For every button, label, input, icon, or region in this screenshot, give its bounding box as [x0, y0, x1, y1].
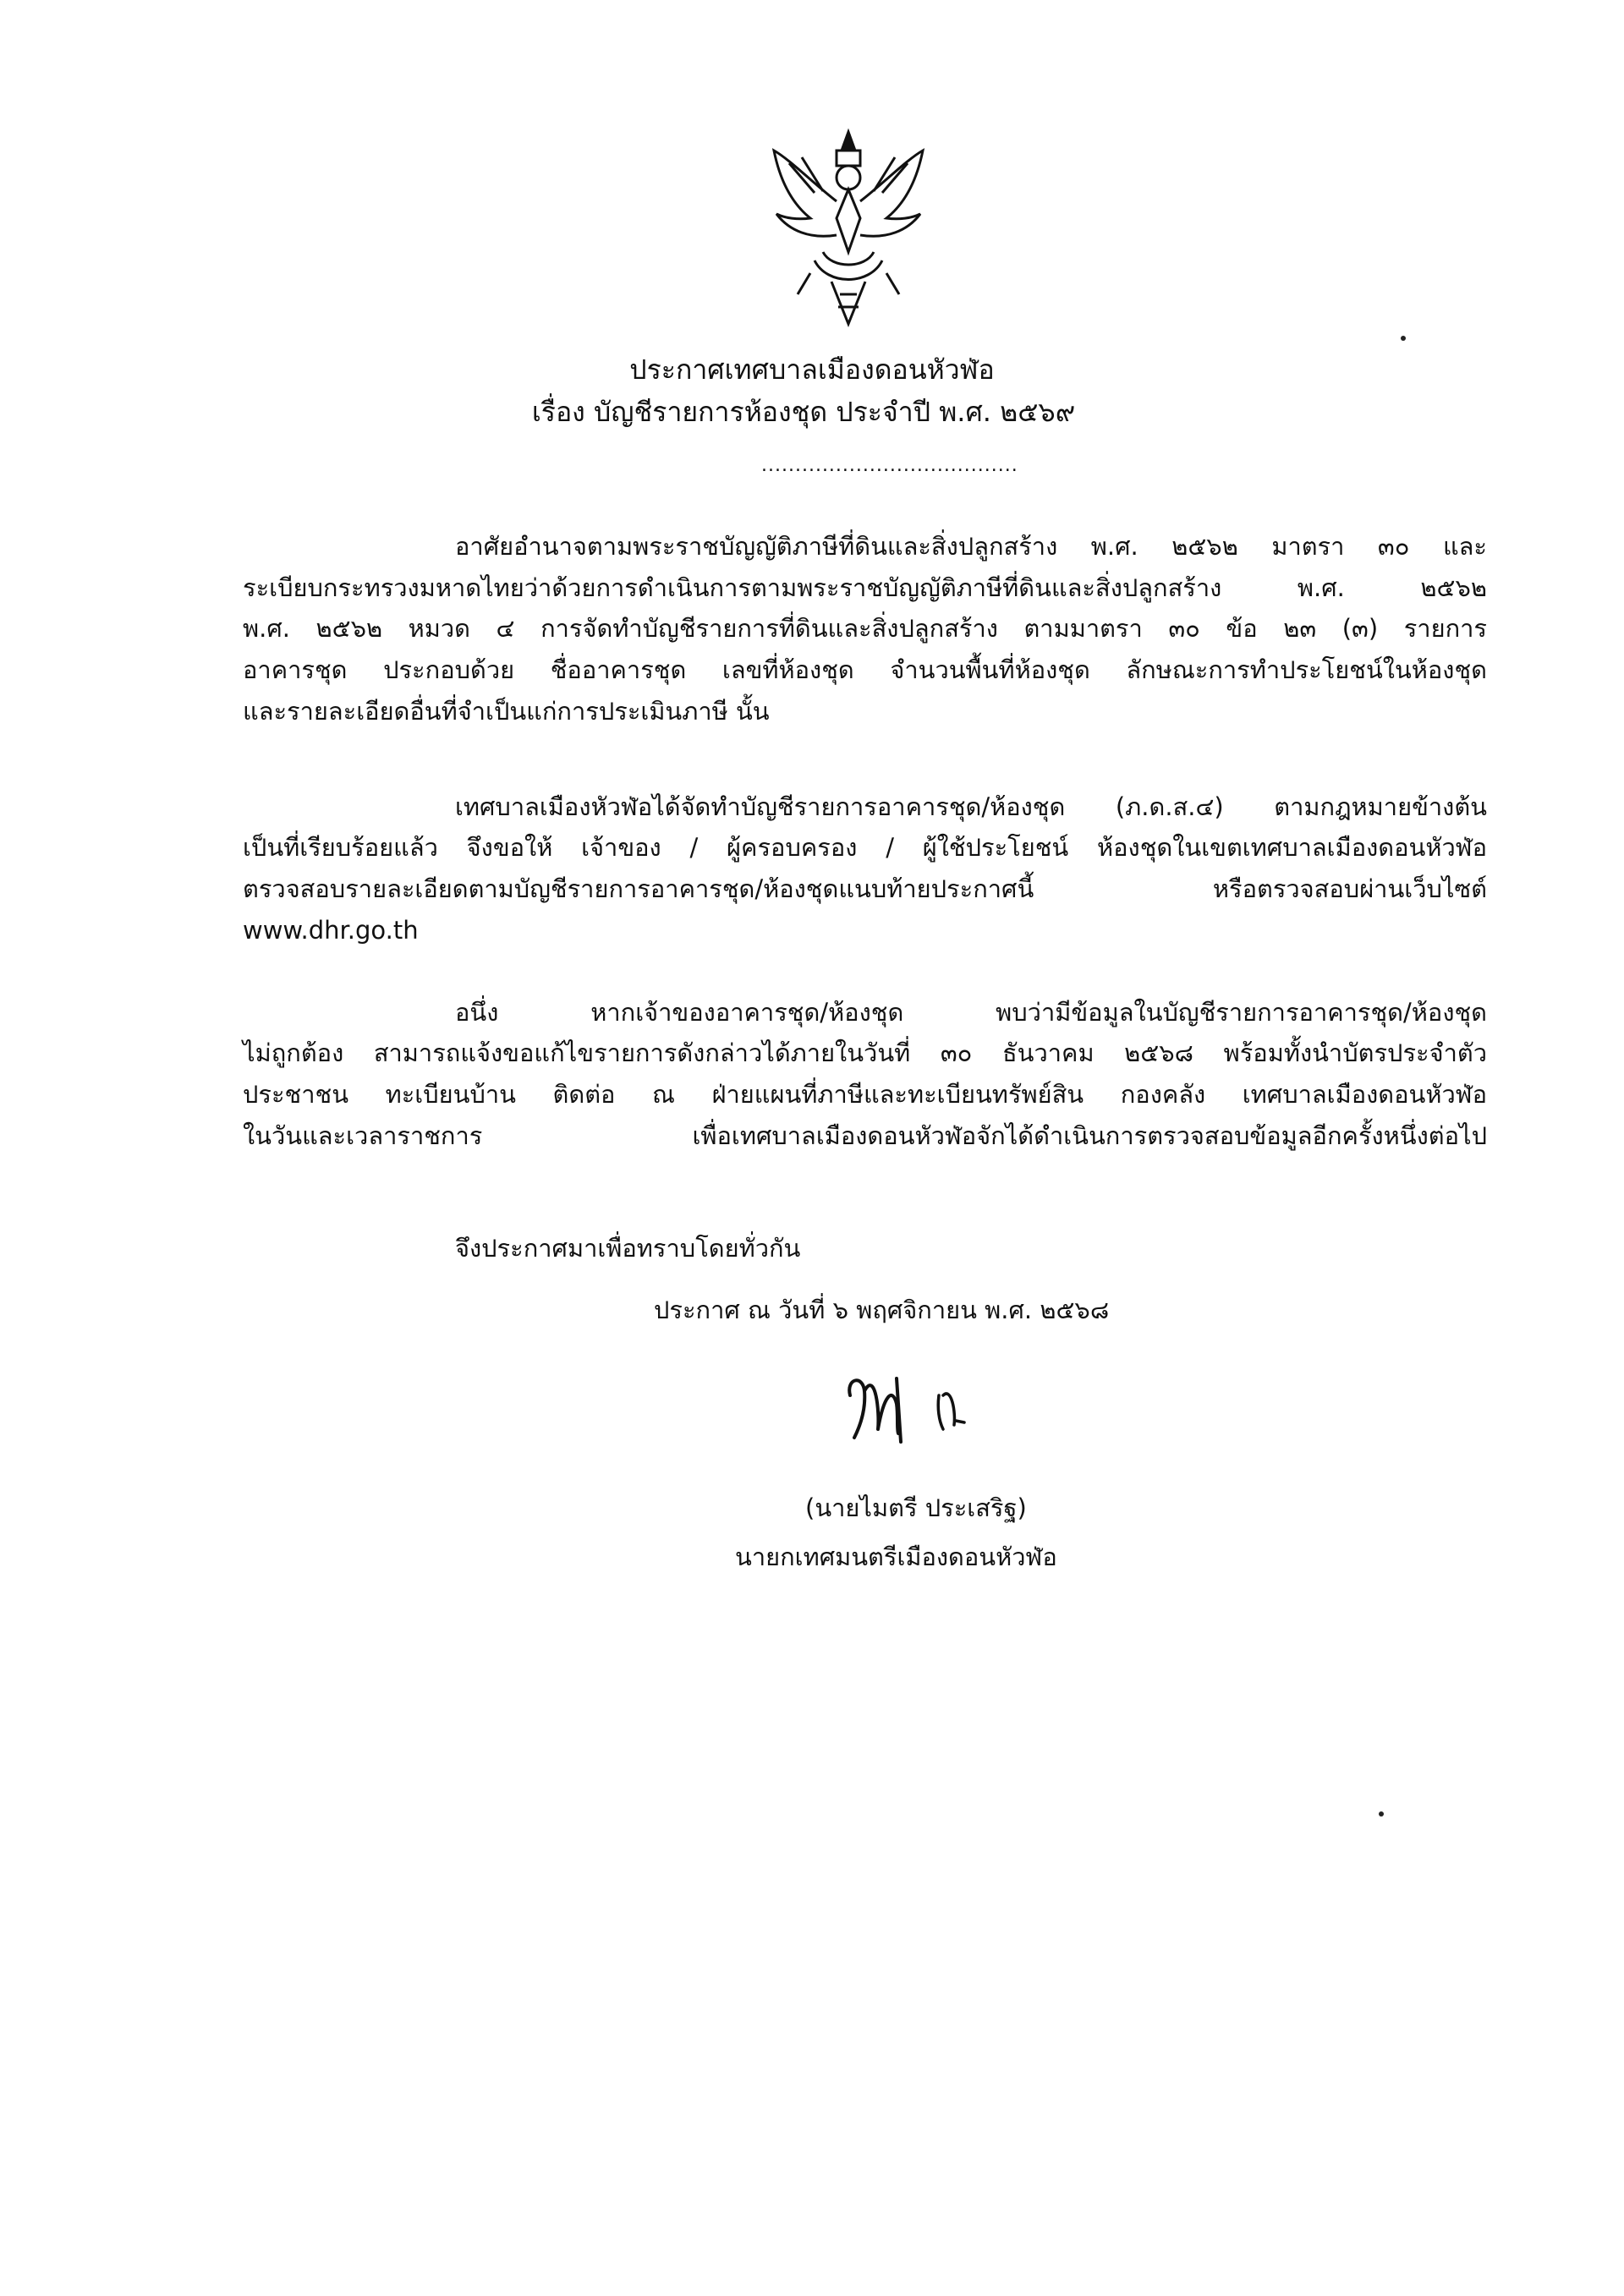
website-link[interactable]: www.dhr.go.th: [243, 916, 419, 945]
para3-line: ประชาชน ทะเบียนบ้าน ติดต่อ ณ ฝ่ายแผนที่ภาษีและทะเบียนทรัพย์สิน กองคลัง เทศบาลเมืองดอนหัวฬ่อ: [243, 1080, 1487, 1109]
garuda-emblem: [764, 125, 933, 332]
para2-line: ตรวจสอบรายละเอียดตามบัญชีรายการอาคารชุด/ห้องชุดแนบท้ายประกาศนี้ หรือตรวจสอบผ่านเว็บไซต์: [243, 874, 1487, 903]
document-title: ประกาศเทศบาลเมืองดอนหัวฬ่อ: [629, 353, 995, 386]
closing-statement: จึงประกาศมาเพื่อทราบโดยทั่วกัน: [455, 1234, 801, 1263]
para1-line: พ.ศ. ๒๕๖๒ หมวด ๔ การจัดทำบัญชีรายการที่ดินและสิ่งปลูกสร้าง ตามมาตรา ๓๐ ข้อ ๒๓ (๓) รายการ: [243, 614, 1487, 643]
announcement-date: ประกาศ ณ วันที่ ๖ พฤศจิกายน พ.ศ. ๒๕๖๘: [654, 1296, 1110, 1324]
para1-line: ระเบียบกระทรวงมหาดไทยว่าด้วยการดำเนินการตามพระราชบัญญัติภาษีที่ดินและสิ่งปลูกสร้าง พ.ศ. ๒๕๖๒: [243, 573, 1487, 602]
document-subject: เรื่อง บัญชีรายการห้องชุด ประจำปี พ.ศ. ๒๕๖๙: [531, 396, 1076, 428]
para1-line: อาศัยอำนาจตามพระราชบัญญัติภาษีที่ดินและสิ่งปลูกสร้าง พ.ศ. ๒๕๖๒ มาตรา ๓๐ และ: [455, 532, 1487, 561]
para1-line: และรายละเอียดอื่นที่จำเป็นแก่การประเมินภาษี นั้น: [243, 697, 770, 726]
handwritten-signature: [837, 1362, 990, 1455]
para3-line: อนึ่ง หากเจ้าของอาคารชุด/ห้องชุด พบว่ามีข้อมูลในบัญชีรายการอาคารชุด/ห้องชุด: [455, 998, 1487, 1027]
scan-speck: [1379, 1811, 1384, 1817]
separator: ......................................: [761, 455, 1018, 476]
para2-line: เทศบาลเมืองหัวฬ่อได้จัดทำบัญชีรายการอาคารชุด/ห้องชุด (ภ.ด.ส.๔) ตามกฎหมายข้างต้น: [455, 792, 1487, 821]
signatory-position: นายกเทศมนตรีเมืองดอนหัวฬ่อ: [735, 1543, 1057, 1571]
para3-line: ในวันและเวลาราชการ เพื่อเทศบาลเมืองดอนหัวฬ่อจักได้ดำเนินการตรวจสอบข้อมูลอีกครั้งหนึ่งต่อไป: [243, 1121, 1487, 1150]
para2-line: เป็นที่เรียบร้อยแล้ว จึงขอให้ เจ้าของ / ผู้ครอบครอง / ผู้ใช้ประโยชน์ ห้องชุดในเขตเทศบาลเมืองดอนหัวฬ่อ: [243, 833, 1487, 862]
signatory-name: (นายไมตรี ประเสริฐ): [805, 1493, 1027, 1522]
para3-line: ไม่ถูกต้อง สามารถแจ้งขอแก้ไขรายการดังกล่าวได้ภายในวันที่ ๓๐ ธันวาคม ๒๕๖๘ พร้อมทั้งนำบัตรประจำตัว: [243, 1038, 1487, 1067]
para1-line: อาคารชุด ประกอบด้วย ชื่ออาคารชุด เลขที่ห้องชุด จำนวนพื้นที่ห้องชุด ลักษณะการทำประโยชน์ในห้องชุด: [243, 655, 1487, 684]
scan-speck: [1401, 336, 1406, 341]
